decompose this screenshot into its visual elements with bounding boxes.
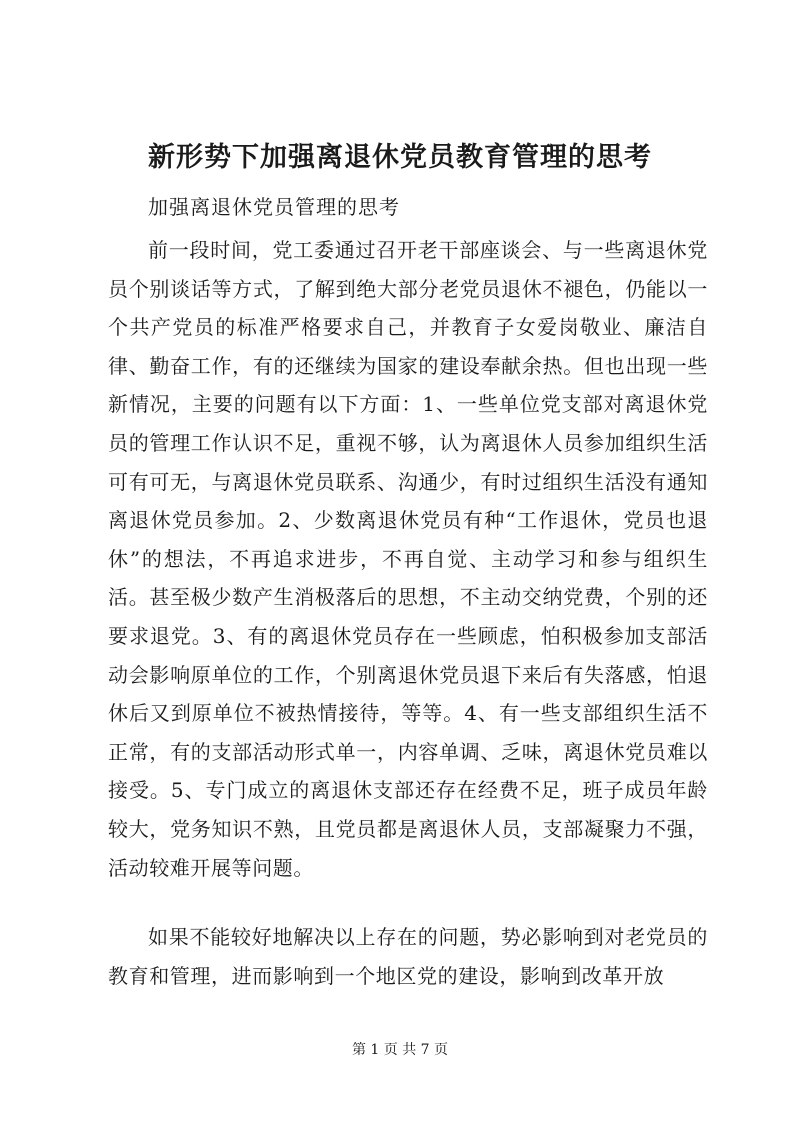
document-title: 新形势下加强离退休党员教育管理的思考 [148, 142, 652, 173]
document-subtitle: 加强离退休党员管理的思考 [148, 195, 400, 219]
body-paragraph: 如果不能较好地解决以上存在的问题，势必影响到对老党员的教育和管理，进而影响到一个地区党的建设，影响到改革开放 [108, 925, 708, 988]
page-footer: 第 1 页 共 7 页 [351, 1042, 449, 1058]
body-paragraph: 前一段时间，党工委通过召开老干部座谈会、与一些离退休党员个别谈话等方式，了解到绝大部分老党员退休不褪色，仍能以一个共产党员的标准严格要求自己，并教育子女爱岗敬业、廉洁自律、勤奋工作，有的还继续为国家的建设奉献余热。但也出现一些新情况，主要的问题有以下方面：1、一些单位党支部对离退休党员的管理工作认识不足，重视不够，认为离退休人员参加组织生活可有可无，与离退休党员联系、沟通少，有时过组织生活没有通知离退休党员参加。2、少数离退休党员有种“工作退休，党员也退休”的想法，不再追求进步，不再自觉、主动学习和参与组织生活。甚至极少数产生消极落后的思想，不主动交纳党费，个别的还要求退党。3、有的离退休党员存在一些顾虑，怕积极参加支部活动会影响原单位的工作，个别离退休党员退下来后有失落感，怕退休后又到原单位不被热情接待，等等。4、有一些支部组织生活不正常，有的支部活动形式单一，内容单调、乏味，离退休党员难以接受。5、专门成立的离退休支部还存在经费不足，班子成员年龄较大，党务知识不熟，且党员都是离退休人员，支部凝聚力不强，活动较难开展等问题。 [108, 238, 708, 880]
